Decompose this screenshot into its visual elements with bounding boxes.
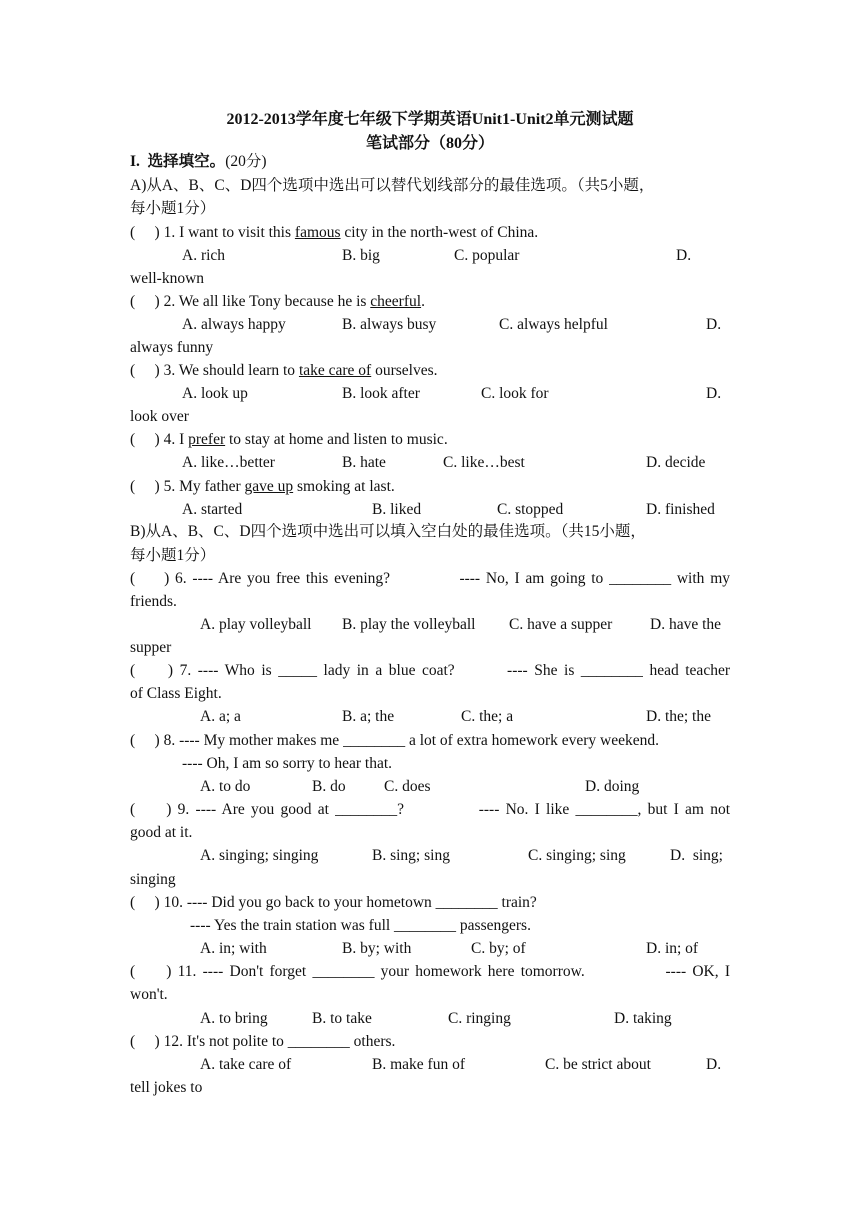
option-d-wrap: look over bbox=[130, 408, 189, 425]
option-c: C. singing; sing bbox=[528, 847, 626, 864]
option-b: B. play the volleyball bbox=[342, 616, 476, 633]
question-8-reply: ---- Oh, I am so sorry to hear that. bbox=[182, 755, 393, 772]
option-b: B. liked bbox=[372, 501, 422, 518]
question-stem-end: . bbox=[421, 293, 425, 310]
question-stem-end: ourselves. bbox=[371, 362, 438, 379]
question-10: ( ) 10. ---- Did you go back to your hometown ________ train? bbox=[130, 894, 537, 911]
option-d-wrap: always funny bbox=[130, 339, 214, 356]
option-d: D. bbox=[706, 316, 722, 333]
option-b: B. to take bbox=[312, 1010, 372, 1027]
option-c: C. popular bbox=[454, 247, 520, 264]
option-c: C. look for bbox=[481, 385, 549, 402]
option-c: C. the; a bbox=[461, 708, 514, 725]
question-stem-end: to stay at home and listen to music. bbox=[225, 431, 448, 448]
option-b: B. look after bbox=[342, 385, 420, 402]
option-c: C. ringing bbox=[448, 1010, 511, 1027]
section-title: 选择填空。 bbox=[147, 153, 226, 170]
part-b-instruction-line2: 每小题1分） bbox=[130, 547, 216, 564]
question-9: ( ) 9. ---- Are you good at ________? ---- No. I like ________, but I am not bbox=[130, 801, 730, 818]
question-stem-end: smoking at last. bbox=[293, 478, 395, 495]
option-d: D. finished bbox=[646, 501, 715, 518]
question-stem: ( ) 1. I want to visit this bbox=[130, 224, 295, 241]
option-d: D. sing; bbox=[670, 847, 723, 864]
option-b: B. by; with bbox=[342, 940, 412, 957]
question-7-wrap: of Class Eight. bbox=[130, 685, 222, 702]
question-stem: ( ) 2. We all like Tony because he is bbox=[130, 293, 371, 310]
option-d: D. bbox=[706, 1056, 722, 1073]
option-c: C. have a supper bbox=[509, 616, 613, 633]
question-11: ( ) 11. ---- Don't forget ________ your homework here tomorrow. ---- OK, I bbox=[130, 963, 730, 980]
option-b: B. make fun of bbox=[372, 1056, 465, 1073]
question-7: ( ) 7. ---- Who is _____ lady in a blue coat? ---- She is ________ head teacher bbox=[130, 662, 730, 679]
option-c: C. be strict about bbox=[545, 1056, 651, 1073]
option-a: A. a; a bbox=[200, 708, 241, 725]
question-11-wrap: won't. bbox=[130, 986, 168, 1003]
question-8: ( ) 8. ---- My mother makes me ________ a lot of extra homework every weekend. bbox=[130, 732, 659, 749]
part-b-instruction-line1: B)从A、B、C、D四个选项中选出可以填入空白处的最佳选项。（共15小题， bbox=[130, 523, 646, 540]
option-c: C. like…best bbox=[443, 454, 525, 471]
question-6: ( ) 6. ---- Are you free this evening? ---- No, I am going to ________ with my bbox=[130, 570, 730, 587]
option-c: C. always helpful bbox=[499, 316, 608, 333]
option-d: D. doing bbox=[585, 778, 640, 795]
option-a: A. play volleyball bbox=[200, 616, 312, 633]
question-1 bbox=[130, 223, 538, 243]
question-10-reply: ---- Yes the train station was full ________ passengers. bbox=[190, 917, 531, 934]
part-a-instruction-line1: A)从A、B、C、D四个选项中选出可以替代划线部分的最佳选项。（共5小题， bbox=[130, 177, 655, 194]
option-d: D. in; of bbox=[646, 940, 699, 957]
option-a: A. to do bbox=[200, 778, 251, 795]
option-b: B. always busy bbox=[342, 316, 437, 333]
option-d: D. bbox=[676, 247, 692, 264]
underlined-phrase: take care of bbox=[298, 362, 372, 379]
question-9-wrap: good at it. bbox=[130, 824, 193, 841]
option-a: A. rich bbox=[182, 247, 226, 264]
question-3 bbox=[130, 361, 438, 381]
option-a: A. always happy bbox=[182, 316, 286, 333]
question-stem: ( ) 4. I bbox=[130, 431, 189, 448]
section-points: (20分) bbox=[225, 153, 267, 170]
option-d: D. the; the bbox=[646, 708, 711, 725]
option-d-wrap: tell jokes to bbox=[130, 1079, 203, 1096]
question-4 bbox=[130, 430, 448, 450]
option-b: B. sing; sing bbox=[372, 847, 450, 864]
option-a: A. started bbox=[182, 501, 243, 518]
option-a: A. in; with bbox=[200, 940, 267, 957]
page-title: 2012-2013学年度七年级下学期英语Unit1-Unit2单元测试题 bbox=[226, 111, 634, 128]
option-b: B. hate bbox=[342, 454, 386, 471]
option-b: B. big bbox=[342, 247, 380, 264]
option-a: A. look up bbox=[182, 385, 248, 402]
question-2 bbox=[130, 292, 425, 312]
underlined-phrase: gave up bbox=[244, 478, 294, 495]
underlined-phrase: cheerful bbox=[370, 293, 422, 310]
section-number: I. bbox=[130, 153, 140, 170]
question-12: ( ) 12. It's not polite to ________ others. bbox=[130, 1033, 396, 1050]
option-d: D. decide bbox=[646, 454, 706, 471]
option-c: C. stopped bbox=[497, 501, 564, 518]
question-stem: ( ) 5. My father bbox=[130, 478, 245, 495]
question-5 bbox=[130, 477, 395, 497]
section-heading bbox=[130, 152, 267, 172]
option-a: A. singing; singing bbox=[200, 847, 319, 864]
question-stem: ( ) 3. We should learn to bbox=[130, 362, 299, 379]
option-b: B. do bbox=[312, 778, 346, 795]
option-c: C. does bbox=[384, 778, 431, 795]
part-a-instruction-line2: 每小题1分） bbox=[130, 200, 216, 217]
option-d: D. taking bbox=[614, 1010, 672, 1027]
underlined-phrase: prefer bbox=[188, 431, 226, 448]
option-d: D. bbox=[706, 385, 722, 402]
option-c: C. by; of bbox=[471, 940, 526, 957]
option-a: A. to bring bbox=[200, 1010, 268, 1027]
option-d: D. have the bbox=[650, 616, 722, 633]
option-d-wrap: well-known bbox=[130, 270, 205, 287]
option-d-wrap: supper bbox=[130, 639, 172, 656]
option-a: A. like…better bbox=[182, 454, 275, 471]
underlined-phrase: famous bbox=[294, 224, 341, 241]
option-b: B. a; the bbox=[342, 708, 395, 725]
option-a: A. take care of bbox=[200, 1056, 292, 1073]
option-d-wrap: singing bbox=[130, 871, 176, 888]
page-subtitle: 笔试部分（80分） bbox=[365, 135, 494, 152]
question-stem-end: city in the north-west of China. bbox=[340, 224, 539, 241]
question-6-wrap: friends. bbox=[130, 593, 177, 610]
